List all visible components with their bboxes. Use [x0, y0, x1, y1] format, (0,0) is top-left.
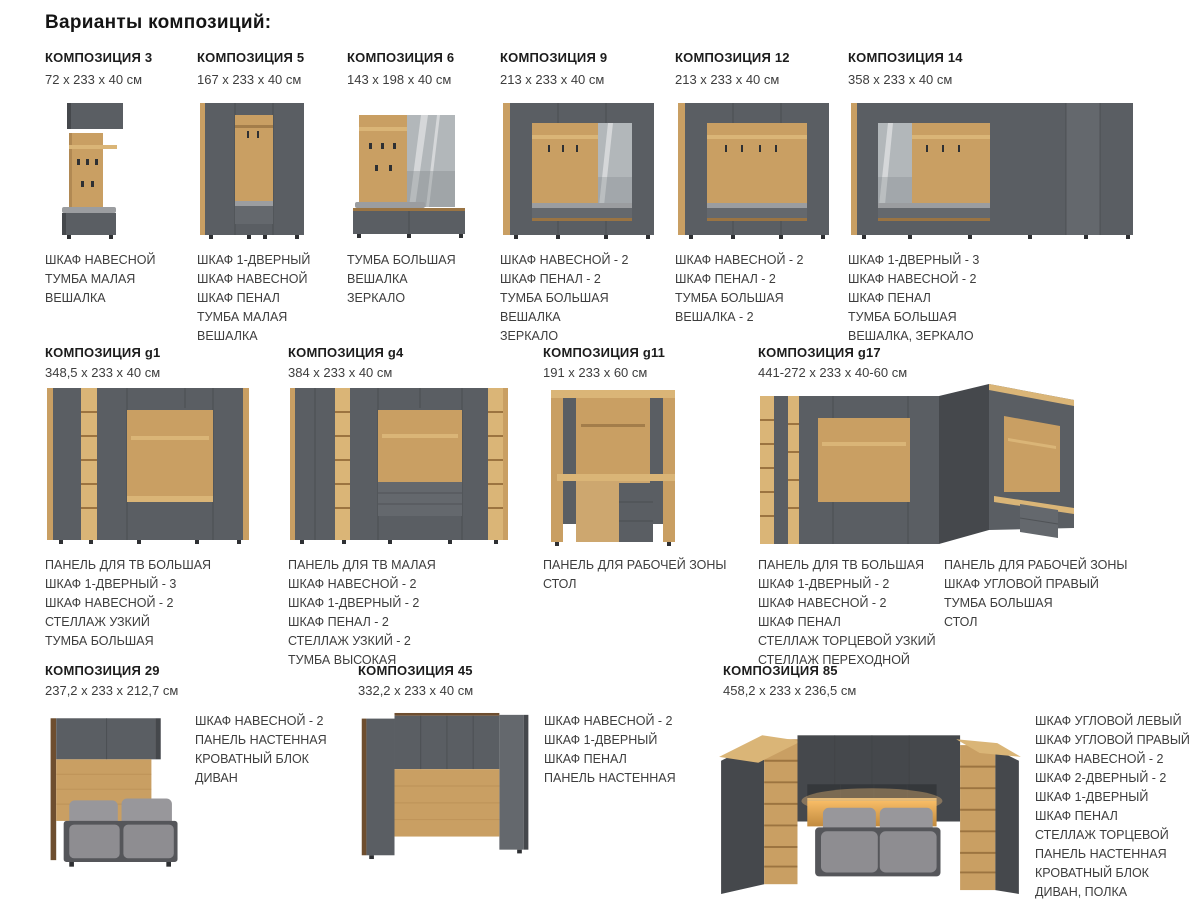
component-item: ШКАФ ПЕНАЛ [544, 752, 627, 766]
composition-dimensions: 237,2 x 233 x 212,7 см [45, 683, 179, 698]
component-item: ШКАФ 1-ДВЕРНЫЙ - 3 [848, 253, 980, 267]
component-item: ПАНЕЛЬ НАСТЕННАЯ [1035, 847, 1167, 861]
composition-card-14 [848, 50, 1140, 346]
composition-title: КОМПОЗИЦИЯ 5 [197, 50, 305, 65]
composition-29-image [45, 702, 185, 882]
component-item: ШКАФ НАВЕСНОЙ - 2 [195, 714, 324, 728]
component-item: ТУМБА БОЛЬШАЯ [944, 596, 1053, 610]
composition-title: КОМПОЗИЦИЯ 85 [723, 663, 838, 678]
composition-card-6 [347, 50, 497, 308]
composition-3-image [45, 101, 140, 239]
component-item: ШКАФ УГЛОВОЙ ЛЕВЫЙ [1035, 714, 1182, 728]
composition-title: КОМПОЗИЦИЯ g1 [45, 345, 161, 360]
component-item: ШКАФ 1-ДВЕРНЫЙ - 2 [758, 577, 890, 591]
composition-components [500, 251, 660, 346]
composition-title: КОМПОЗИЦИЯ g11 [543, 345, 666, 360]
component-item: ШКАФ ПЕНАЛ - 2 [675, 272, 776, 286]
composition-title: КОМПОЗИЦИЯ 45 [358, 663, 473, 678]
component-item: ТУМБА БОЛЬШАЯ [45, 634, 154, 648]
component-item: СТЕЛЛАЖ ТОРЦЕВОЙ УЗКИЙ [758, 634, 936, 648]
composition-dimensions: 348,5 x 233 x 40 см [45, 365, 161, 380]
composition-title: КОМПОЗИЦИЯ 3 [45, 50, 153, 65]
composition-title: КОМПОЗИЦИЯ 29 [45, 663, 160, 678]
composition-12-image [675, 99, 835, 239]
composition-dimensions: 143 x 198 x 40 см [347, 72, 452, 87]
composition-card-g17 [758, 345, 1128, 670]
component-item: СТЕЛЛАЖ ТОРЦЕВОЙ [1035, 828, 1169, 842]
component-item: ВЕШАЛКА [500, 310, 561, 324]
component-item: ШКАФ НАВЕСНОЙ - 2 [288, 577, 417, 591]
composition-components [1035, 712, 1190, 900]
composition-dimensions: 213 x 233 x 40 см [500, 72, 605, 87]
component-item: ШКАФ 1-ДВЕРНЫЙ [544, 733, 658, 747]
component-item: ШКАФ 1-ДВЕРНЫЙ - 2 [288, 596, 420, 610]
component-item: ТУМБА ВЫСОКАЯ [288, 653, 397, 667]
composition-card-85 [713, 663, 1190, 900]
component-item: СТЕЛЛАЖ ПЕРЕХОДНОЙ [758, 653, 910, 667]
component-item: ПАНЕЛЬ ДЛЯ ТВ БОЛЬШАЯ [758, 558, 925, 572]
component-item: ШКАФ ПЕНАЛ [197, 291, 280, 305]
composition-9-image [500, 99, 660, 239]
component-item: СТЕЛЛАЖ УЗКИЙ - 2 [288, 634, 411, 648]
component-item: ШКАФ ПЕНАЛ - 2 [500, 272, 601, 286]
component-item: ШКАФ НАВЕСНОЙ - 2 [675, 253, 804, 267]
component-item: ЗЕРКАЛО [347, 291, 406, 305]
component-item: ПАНЕЛЬ ДЛЯ ТВ БОЛЬШАЯ [45, 558, 212, 572]
component-item: ТУМБА МАЛАЯ [197, 310, 288, 324]
composition-components [675, 251, 835, 327]
composition-g17-image [758, 380, 1076, 548]
component-item: ТУМБА БОЛЬШАЯ [347, 253, 456, 267]
component-item: ТУМБА БОЛЬШАЯ [848, 310, 957, 324]
component-item: ВЕШАЛКА [347, 272, 408, 286]
component-item: ШКАФ НАВЕСНОЙ [197, 272, 308, 286]
page-title: Варианты композиций: [45, 12, 272, 33]
composition-components-col2 [944, 556, 1128, 670]
composition-dimensions: 358 x 233 x 40 см [848, 72, 953, 87]
component-item: ШКАФ НАВЕСНОЙ - 2 [500, 253, 629, 267]
composition-dimensions: 213 x 233 x 40 см [675, 72, 780, 87]
component-item: КРОВАТНЫЙ БЛОК [1035, 866, 1149, 880]
component-item: ПАНЕЛЬ НАСТЕННАЯ [544, 771, 676, 785]
composition-title: КОМПОЗИЦИЯ g4 [288, 345, 404, 360]
composition-card-3 [45, 50, 195, 308]
component-item: КРОВАТНЫЙ БЛОК [195, 752, 309, 766]
component-item: ВЕШАЛКА, ЗЕРКАЛО [848, 329, 974, 343]
component-item: ШКАФ 1-ДВЕРНЫЙ - 3 [45, 577, 177, 591]
composition-title: КОМПОЗИЦИЯ 14 [848, 50, 963, 65]
component-item: ШКАФ 2-ДВЕРНЫЙ - 2 [1035, 771, 1167, 785]
component-item: ПАНЕЛЬ НАСТЕННАЯ [195, 733, 327, 747]
component-item: СТОЛ [543, 577, 577, 591]
composition-card-g11 [543, 345, 733, 594]
component-item: ЗЕРКАЛО [500, 329, 559, 343]
component-item: ПАНЕЛЬ ДЛЯ РАБОЧЕЙ ЗОНЫ [543, 558, 727, 572]
component-item: ДИВАН, ПОЛКА [1035, 885, 1128, 899]
composition-dimensions: 384 x 233 x 40 см [288, 365, 393, 380]
composition-card-9 [500, 50, 660, 346]
composition-dimensions: 332,2 x 233 x 40 см [358, 683, 474, 698]
component-item: ДИВАН [195, 771, 238, 785]
composition-g4-image [288, 380, 516, 548]
composition-components [288, 556, 528, 670]
composition-components [197, 251, 347, 346]
component-item: ШКАФ 1-ДВЕРНЫЙ [197, 253, 311, 267]
composition-g1-image [45, 380, 255, 548]
composition-components [195, 712, 327, 788]
composition-components [45, 556, 275, 651]
component-item: ШКАФ ПЕНАЛ [848, 291, 931, 305]
component-item: ШКАФ ПЕНАЛ [758, 615, 841, 629]
composition-6-image [347, 101, 472, 239]
component-item: ПАНЕЛЬ ДЛЯ РАБОЧЕЙ ЗОНЫ [944, 558, 1128, 572]
component-item: ШКАФ НАВЕСНОЙ [45, 253, 156, 267]
component-item: ШКАФ УГЛОВОЙ ПРАВЫЙ [944, 577, 1099, 591]
composition-5-image [197, 101, 312, 239]
composition-components [543, 556, 733, 594]
composition-45-image [358, 702, 534, 870]
composition-title: КОМПОЗИЦИЯ 12 [675, 50, 790, 65]
component-item: ШКАФ ПЕНАЛ [1035, 809, 1118, 823]
composition-card-g1 [45, 345, 275, 651]
component-item: ШКАФ НАВЕСНОЙ - 2 [544, 714, 673, 728]
component-item: ТУМБА БОЛЬШАЯ [675, 291, 784, 305]
composition-title: КОМПОЗИЦИЯ 9 [500, 50, 608, 65]
composition-dimensions: 441-272 x 233 x 40-60 см [758, 365, 908, 380]
component-item: СТОЛ [944, 615, 978, 629]
composition-card-5 [197, 50, 347, 346]
composition-85-image [713, 702, 1025, 894]
component-item: ШКАФ НАВЕСНОЙ - 2 [848, 272, 977, 286]
composition-card-12 [675, 50, 835, 327]
component-item: ТУМБА МАЛАЯ [45, 272, 136, 286]
composition-title: КОМПОЗИЦИЯ g17 [758, 345, 881, 360]
composition-dimensions: 458,2 x 233 x 236,5 см [723, 683, 857, 698]
composition-components [848, 251, 1140, 346]
component-item: ПАНЕЛЬ ДЛЯ ТВ МАЛАЯ [288, 558, 436, 572]
composition-dimensions: 191 x 233 x 60 см [543, 365, 648, 380]
composition-components [45, 251, 195, 308]
composition-card-g4 [288, 345, 528, 670]
component-item: ШКАФ НАВЕСНОЙ - 2 [45, 596, 174, 610]
component-item: ВЕШАЛКА [197, 329, 258, 343]
component-item: ВЕШАЛКА [45, 291, 106, 305]
composition-g11-image [543, 380, 683, 548]
composition-components [544, 712, 676, 788]
component-item: ВЕШАЛКА - 2 [675, 310, 754, 324]
composition-card-45 [358, 663, 676, 870]
component-item: ШКАФ ПЕНАЛ - 2 [288, 615, 389, 629]
composition-dimensions: 167 x 233 x 40 см [197, 72, 302, 87]
composition-14-image [848, 99, 1140, 239]
composition-card-29 [45, 663, 327, 882]
component-item: ШКАФ НАВЕСНОЙ - 2 [1035, 752, 1164, 766]
component-item: ШКАФ НАВЕСНОЙ - 2 [758, 596, 887, 610]
component-item: ШКАФ УГЛОВОЙ ПРАВЫЙ [1035, 733, 1190, 747]
component-item: СТЕЛЛАЖ УЗКИЙ [45, 615, 150, 629]
composition-components [758, 556, 936, 670]
composition-dimensions: 72 x 233 x 40 см [45, 72, 143, 87]
component-item: ШКАФ 1-ДВЕРНЫЙ [1035, 790, 1149, 804]
component-item: ТУМБА БОЛЬШАЯ [500, 291, 609, 305]
composition-title: КОМПОЗИЦИЯ 6 [347, 50, 455, 65]
composition-components [347, 251, 497, 308]
